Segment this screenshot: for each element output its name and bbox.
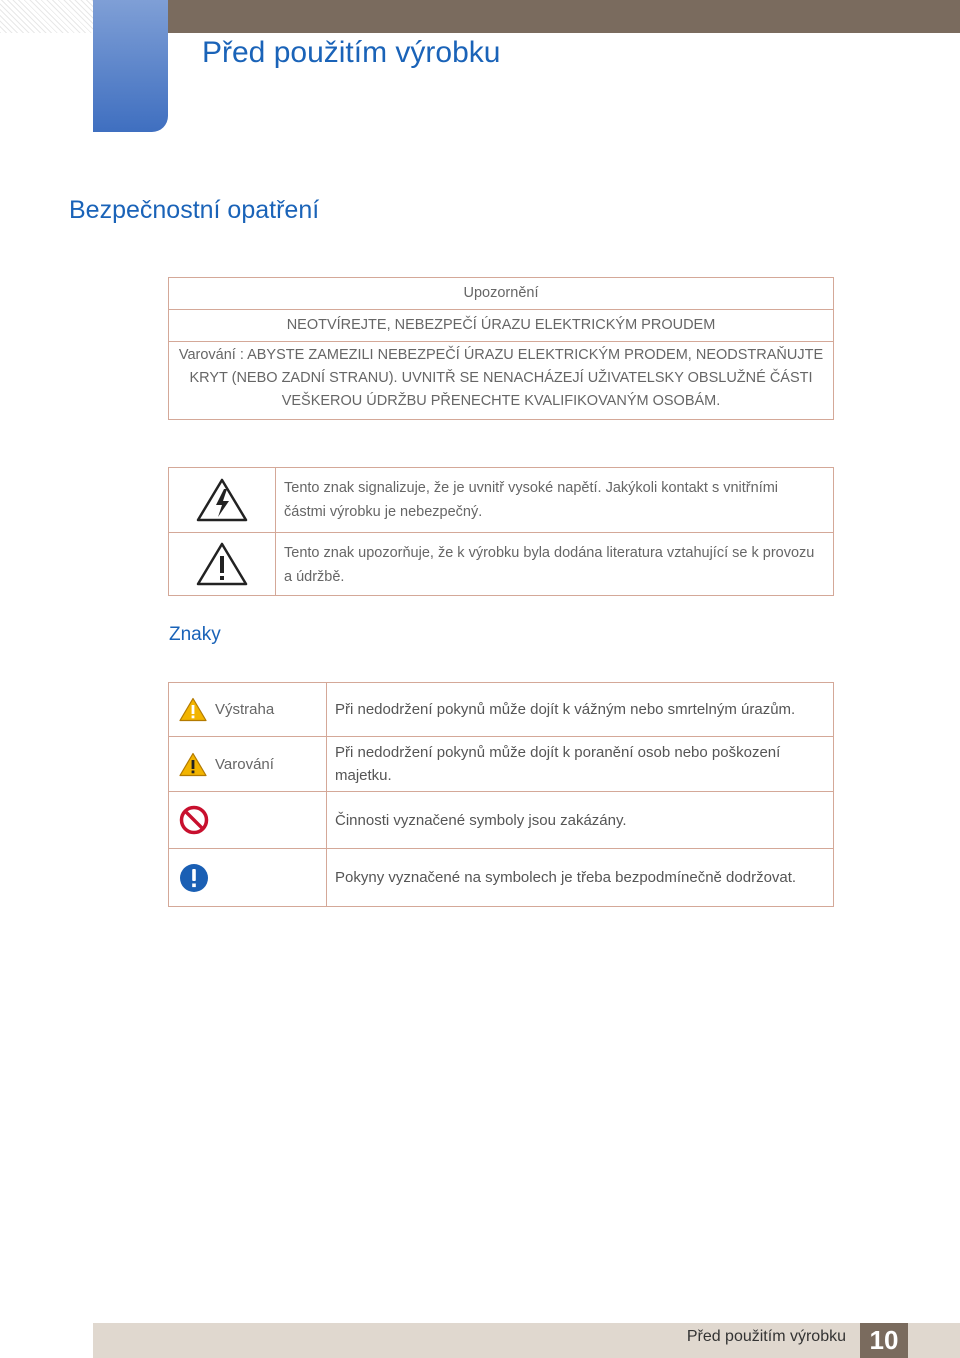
legend-row: [169, 849, 833, 906]
legend-label: Výstraha: [215, 701, 275, 718]
legend-text: Činnosti vyznačené symboly jsou zakázány.: [335, 811, 627, 829]
legend-row: [169, 737, 833, 792]
footer-label: Před použitím výrobku: [686, 1328, 846, 1345]
high-voltage-icon: [169, 468, 276, 532]
legend-table: [168, 682, 834, 907]
znaky-title: Znaky: [169, 624, 221, 645]
page-number: 10: [860, 1323, 908, 1358]
header-tab: [93, 0, 168, 132]
symbol-text-literature: Tento znak upozorňuje, že k výrobku byla dodána literatura vztahující se k provozu a údržbě.: [284, 545, 815, 585]
section-title: Bezpečnostní opatření: [69, 196, 320, 224]
symbol-text-voltage: Tento znak signalizuje, že je uvnitř vysoké napětí. Jakýkoli kontakt s vnitřními částmi výrobku je nebezpečný.: [284, 480, 779, 520]
legend-row: [169, 792, 833, 849]
mandatory-icon: [179, 863, 209, 893]
warning-triangle-icon: [179, 697, 207, 722]
symbol-table: [168, 467, 834, 596]
header-bar: [168, 0, 960, 33]
caution-box: [168, 277, 834, 420]
caution-triangle-icon: [179, 752, 207, 777]
legend-text: Pokyny vyznačené na symbolech je třeba bezpodmínečně dodržovat.: [335, 869, 797, 886]
symbol-row-voltage: [169, 468, 833, 533]
legend-text: Při nedodržení pokynů může dojít k poranění osob nebo poškození majetku.: [335, 744, 781, 784]
exclamation-triangle-icon: [169, 533, 276, 595]
symbol-row-literature: [169, 533, 833, 595]
page-title: Před použitím výrobku: [202, 36, 501, 69]
header-stripes: [0, 0, 93, 33]
legend-label: Varování: [215, 755, 274, 773]
legend-row: [169, 683, 833, 737]
caution-heading: Upozornění: [169, 278, 833, 310]
legend-text: Při nedodržení pokynů může dojít k vážným nebo smrtelným úrazům.: [335, 701, 796, 718]
prohibited-icon: [179, 805, 209, 835]
caution-body: Varování : ABYSTE ZAMEZILI NEBEZPEČÍ ÚRAZU ELEKTRICKÝM PRODEM, NEODSTRAŇUJTE KRYT (NEBO ZADNÍ STRANU). UVNITŘ SE NENACHÁZEJÍ UŽIVATELSKY OBSLUŽNÉ ČÁSTI VEŠKEROU ÚDRŽBU PŘENECHTE KVALIFIKOVANÝM OSOBÁM.: [178, 347, 824, 409]
caution-warning-line: NEOTVÍREJTE, NEBEZPEČÍ ÚRAZU ELEKTRICKÝM PROUDEM: [169, 310, 833, 342]
